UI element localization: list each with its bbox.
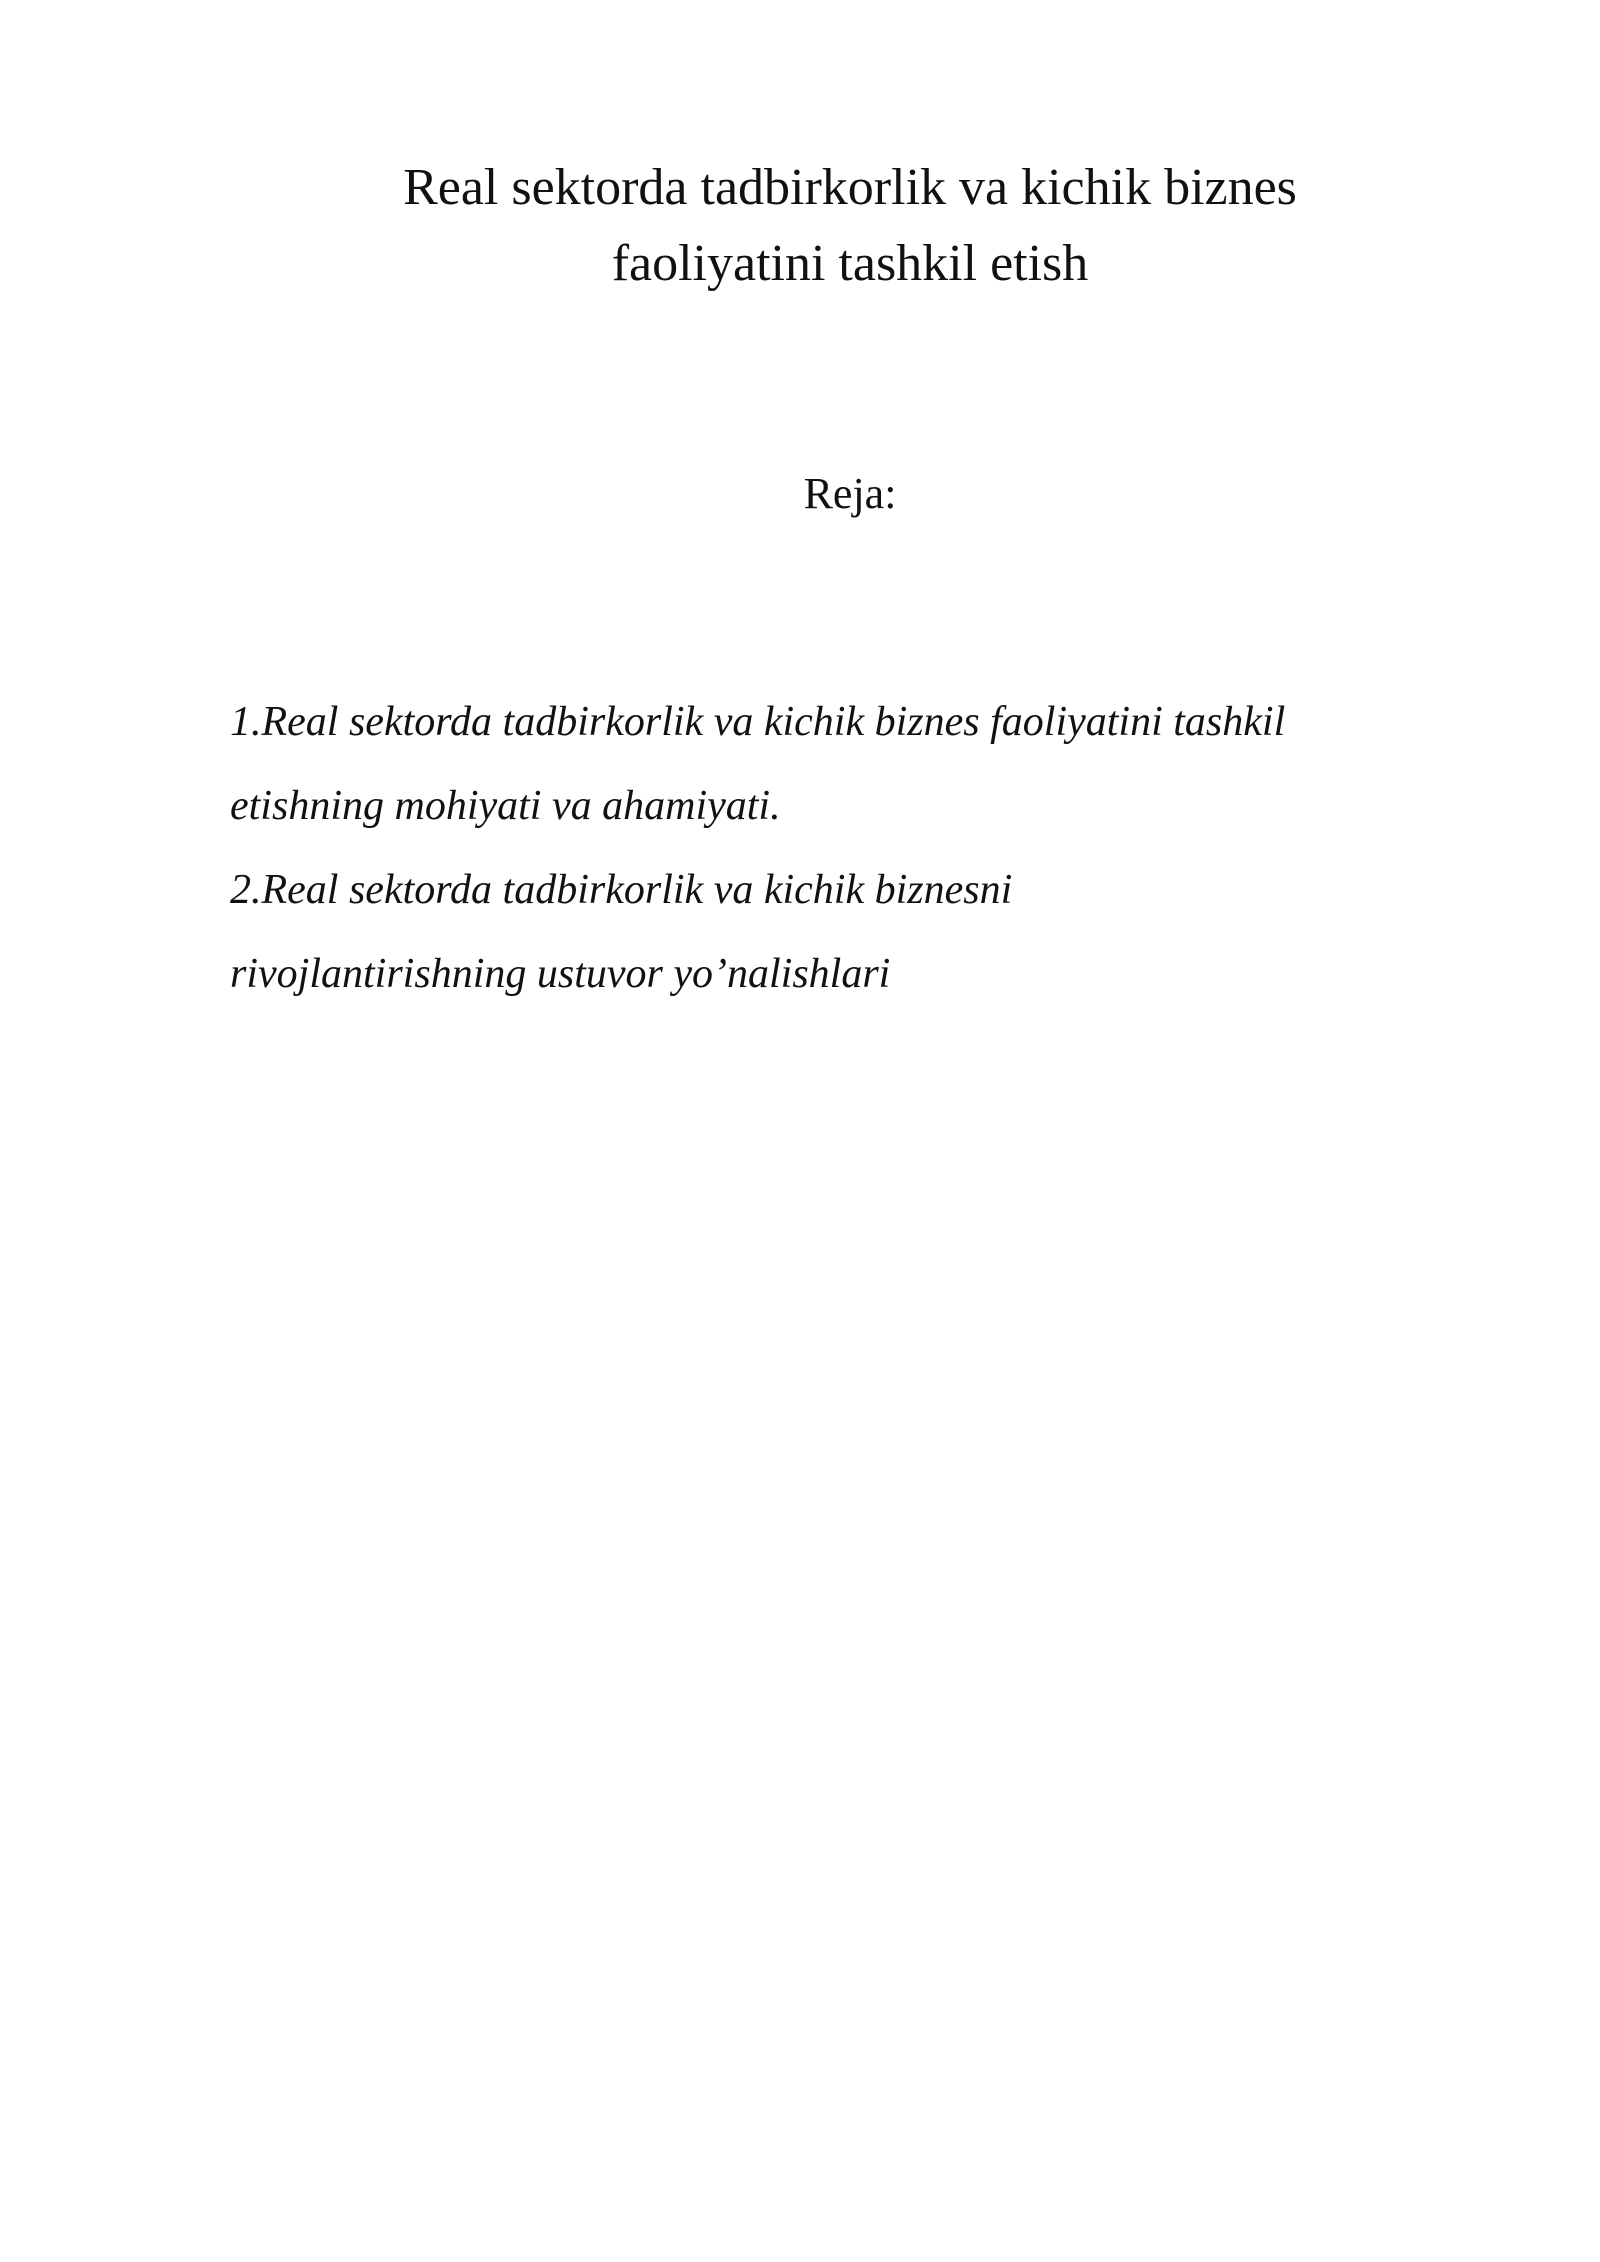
plan-item-line: etishning mohiyati va ahamiyati. [230, 783, 781, 829]
plan-list [230, 680, 1480, 1016]
document-title [300, 150, 1400, 302]
document-title-line: Real sektorda tadbirkorlik va kichik biznes [403, 159, 1297, 216]
plan-item [230, 680, 1480, 848]
plan-item-line: 1.Real sektorda tadbirkorlik va kichik biznes faoliyatini tashkil [230, 699, 1286, 745]
plan-item [230, 848, 1480, 1016]
document-title-line: faoliyatini tashkil etish [611, 235, 1089, 292]
plan-item-line: 2.Real sektorda tadbirkorlik va kichik biznesni [230, 867, 1013, 913]
plan-heading: Reja: [803, 469, 897, 518]
plan-item-line: rivojlantirishning ustuvor yo’nalishlari [230, 951, 891, 997]
